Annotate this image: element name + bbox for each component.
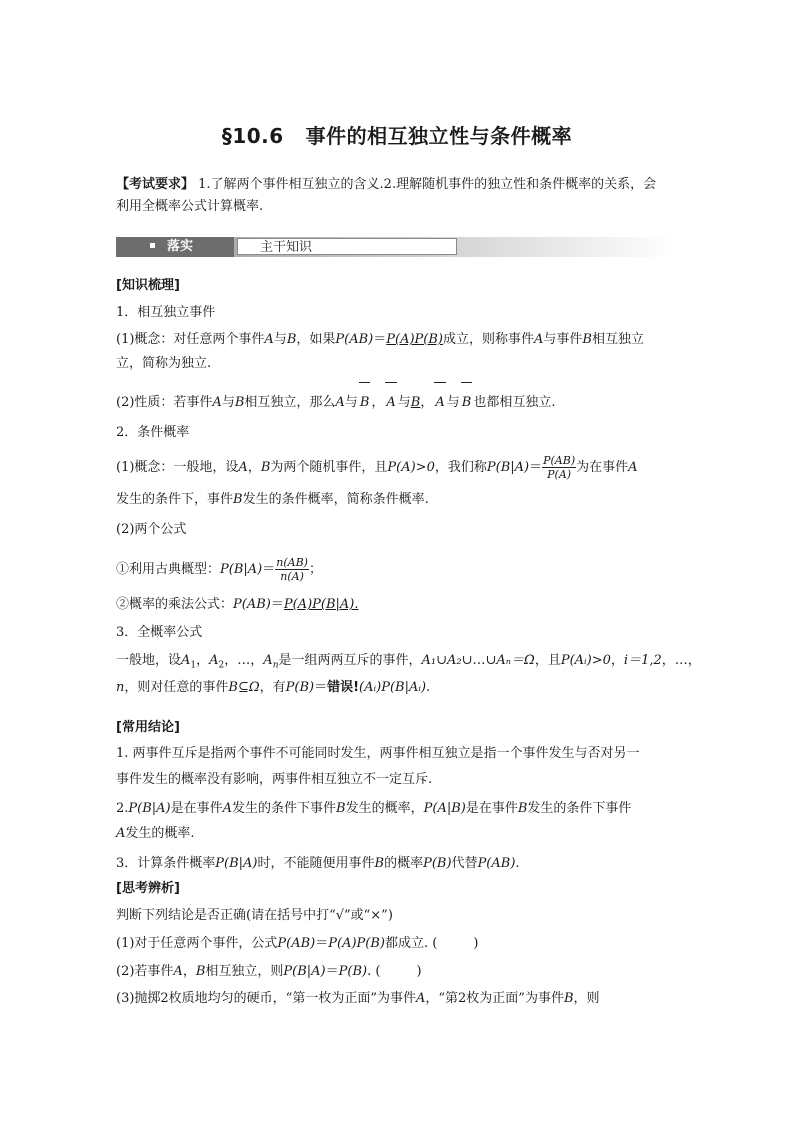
total-prob-line1: 一般地，设$A_1$，$A_2$，…，$A_n$是一组两两互斥的事件，A₁∪A₂∪…∪Aₙ＝Ω，且P(Aᵢ)>0，i＝1,2，…， — [116, 653, 701, 671]
conclusion-1-line1: 1. 两事件互斥是指两个事件不可能同时发生，两事件相互独立是指一个事件发生与否对另一 — [116, 746, 640, 761]
banner-left: 落实 — [116, 237, 234, 257]
formula-classical: ①利用古典概型：P(B|A)＝ $\frac{n(AB)}{n(A)}$ ； — [116, 556, 322, 583]
conclusion-2-line1: 2.P(B|A)是在事件A发生的条件下事件B发生的概率，P(A|B)是在事件B发生的条件下事件 — [116, 801, 632, 816]
property-line: (2)性质：若事件A与B相互独立，那么A与 B ， A 与B， A 与 B 也都相互独立. — [116, 395, 556, 410]
thinking-heading: [思考辨析] — [116, 881, 180, 896]
question-2: (2)若事件A，B相互独立，则P(B|A)＝P(B). ( ) — [116, 964, 422, 979]
page-title — [0, 120, 794, 149]
title-text: 事件的相互独立性与条件概率 — [305, 124, 573, 148]
conclusion-2-line2: A发生的概率. — [116, 826, 195, 841]
question-1: (1)对于任意两个事件，公式P(AB)＝P(A)P(B)都成立. ( ) — [116, 936, 479, 951]
judge-instruction: 判断下列结论是否正确(请在括号中打“√”或“×”) — [116, 908, 393, 923]
square-icon — [150, 243, 155, 248]
conditional-concept-line1: (1)概念：一般地，设A，B为两个随机事件，且P(A)>0，我们称P(B|A)＝ $\frac{P(AB)}{P(A)}$ 为在事件A — [116, 454, 638, 481]
answer-paren-2[interactable]: ( ) — [375, 964, 422, 979]
section-number: §10.6 — [221, 124, 284, 148]
banner-right: 主干知识 — [237, 238, 457, 255]
total-prob-line2: n，则对任意的事件B⊆Ω，有P(B)＝错误!(Aᵢ)P(B|Aᵢ). — [116, 680, 431, 695]
conclusion-1-line2: 事件发生的概率没有影响，两事件相互独立不一定互斥. — [116, 772, 433, 787]
concept-line1: (1)概念：对任意两个事件A与B，如果P(AB)＝P(A)P(B)成立，则称事件A与事件B相互独立 — [116, 332, 644, 347]
exam-requirement-line1: 【考试要求】 1.了解两个事件相互独立的含义.2.理解随机事件的独立性和条件概率的关系，会 — [116, 177, 657, 192]
fraction: $\frac{n(AB)}{n(A)}$ — [276, 556, 308, 583]
formula-multiplication: ②概率的乘法公式：P(AB)＝P(A)P(B|A). — [116, 597, 359, 612]
section-banner — [116, 237, 676, 257]
item-heading-2: 2．条件概率 — [116, 425, 190, 440]
item-heading-1: 1．相互独立事件 — [116, 305, 216, 320]
answer-paren-1[interactable]: ( ) — [432, 936, 479, 951]
item-heading-3: 3．全概率公式 — [116, 625, 203, 640]
conditional-concept-line2: 发生的条件下，事件B发生的条件概率，简称条件概率. — [116, 492, 429, 507]
exam-requirement-line2: 利用全概率公式计算概率. — [116, 199, 264, 214]
knowledge-heading: [知识梳理] — [116, 278, 180, 293]
two-formulas: (2)两个公式 — [116, 522, 187, 537]
conclusions-heading: [常用结论] — [116, 720, 180, 735]
fraction: $\frac{P(AB)}{P(A)}$ — [543, 454, 576, 481]
concept-line2: 立，简称为独立. — [116, 356, 212, 371]
question-3: (3)抛掷2枚质地均匀的硬币，“第一枚为正面”为事件A，“第2枚为正面”为事件B，则 — [116, 991, 600, 1006]
conclusion-3: 3．计算条件概率P(B|A)时，不能随便用事件B的概率P(B)代替P(AB). — [116, 856, 520, 871]
